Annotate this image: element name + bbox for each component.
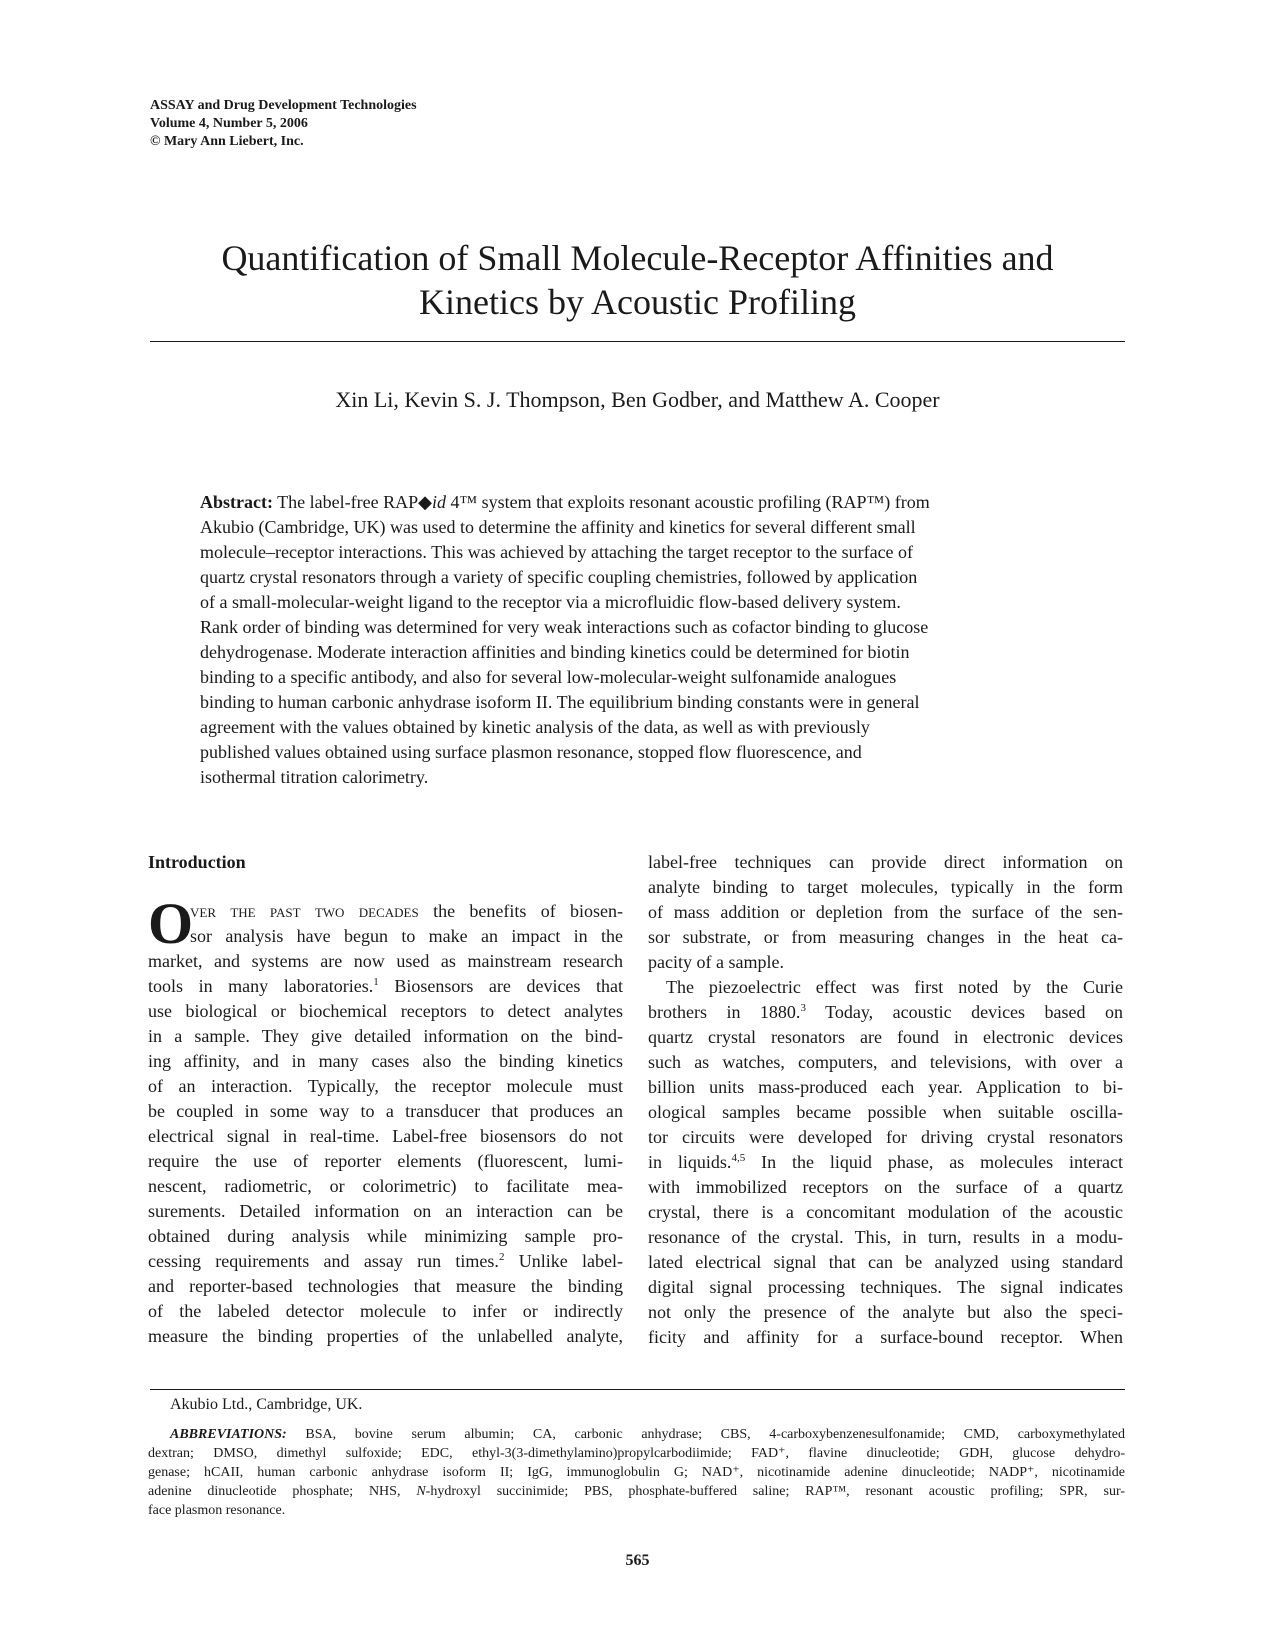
paper-title xyxy=(150,236,1125,324)
citation-ref: 4,5 xyxy=(731,1152,746,1164)
abstract-line: isothermal titration calorimetry. xyxy=(200,767,429,787)
body-line: of the labeled detector molecule to infer or indirectly xyxy=(148,1301,623,1321)
abstract-line: Akubio (Cambridge, UK) was used to determine the affinity and kinetics for several different small xyxy=(200,517,916,537)
abbrev-text-italic: N xyxy=(416,1484,426,1499)
abbrev-line: face plasmon resonance. xyxy=(148,1503,286,1518)
abbrev-line: genase; hCAII, human carbonic anhydrase isoform II; IgG, immunoglobulin G; NAD⁺, nicotinamide adenine dinucleotide; NADP⁺, nicotinamide xyxy=(148,1465,1125,1480)
body-line: not only the presence of the analyte but also the speci- xyxy=(648,1302,1123,1322)
body-text: in liquids. xyxy=(648,1152,732,1172)
title-line-1: Quantification of Small Molecule-Receptor Affinities and xyxy=(221,238,1054,278)
abstract-text: The label-free RAP◆ xyxy=(277,492,432,512)
dropcap-letter: O xyxy=(148,891,194,956)
right-column xyxy=(648,850,1123,1350)
body-text: Biosensors are devices that xyxy=(394,976,624,996)
title-line-2: Kinetics by Acoustic Profiling xyxy=(419,282,856,322)
citation-ref: 3 xyxy=(800,1002,806,1014)
body-line: label-free techniques can provide direct information on xyxy=(648,852,1123,872)
abstract-text-italic: id xyxy=(431,492,446,512)
citation-ref: 2 xyxy=(498,1251,505,1263)
abstract-line: of a small-molecular-weight ligand to the receptor via a microfluidic flow-based delivery system. xyxy=(200,592,901,612)
abbrev-line xyxy=(148,1482,1125,1501)
abbrev-line xyxy=(148,1425,1125,1444)
body-line: pacity of a sample. xyxy=(648,952,784,972)
journal-name: ASSAY and Drug Development Technologies xyxy=(150,98,417,113)
abbrev-text: BSA, bovine serum albumin; CA, carbonic anhydrase; CBS, 4-carboxybenzenesulfonamide; CMD, carboxymethylated xyxy=(305,1427,1125,1442)
body-line: obtained during analysis while minimizing sample pro- xyxy=(148,1226,623,1246)
body-text: Today, acoustic devices based on xyxy=(825,1002,1123,1022)
abbreviations-footnote xyxy=(148,1425,1125,1520)
dropcap-paragraph-start xyxy=(148,891,623,956)
abstract-line: dehydrogenase. Moderate interaction affinities and binding kinetics could be determined for biotin xyxy=(200,642,910,662)
page-number: 565 xyxy=(625,1552,650,1569)
body-line: require the use of reporter elements (fluorescent, lumi- xyxy=(148,1151,623,1171)
journal-volume: Volume 4, Number 5, 2006 xyxy=(150,116,308,131)
body-text: Unlike label- xyxy=(518,1251,624,1271)
body-text: brothers in 1880. xyxy=(648,1002,801,1022)
body-line: use biological or biochemical receptors to detect analytes xyxy=(148,1001,623,1021)
abbrev-label: ABBREVIATIONS: xyxy=(170,1427,287,1442)
abbrev-line: dextran; DMSO, dimethyl sulfoxide; EDC, ethyl-3(3-dimethylamino)propylcarbodiimide; FAD⁺, flavine dinucleotide; GDH, glucose dehydro- xyxy=(148,1446,1125,1461)
journal-header xyxy=(150,97,417,151)
abbrev-text: adenine dinucleotide phosphate; NHS, xyxy=(148,1484,401,1499)
body-line: in a sample. They give detailed information on the bind- xyxy=(148,1026,623,1046)
lead-rest: the benefits of biosen- xyxy=(433,901,623,921)
abstract-text: 4™ system that exploits resonant acoustic profiling (RAP™) from xyxy=(450,492,930,512)
body-line xyxy=(648,1150,1123,1175)
abstract-line xyxy=(200,490,1080,515)
body-line: analyte binding to target molecules, typically in the form xyxy=(648,877,1123,897)
body-line: surements. Detailed information on an interaction can be xyxy=(148,1201,623,1221)
body-line: and reporter-based technologies that measure the binding xyxy=(148,1276,623,1296)
body-line: measure the binding properties of the unlabelled analyte, xyxy=(148,1326,623,1346)
body-line: sor analysis have begun to make an impact in the xyxy=(190,926,623,946)
body-line: quartz crystal resonators are found in electronic devices xyxy=(648,1027,1123,1047)
body-line: such as watches, computers, and televisions, with over a xyxy=(648,1052,1123,1072)
abstract-line: binding to a specific antibody, and also for several low-molecular-weight sulfonamide analogues xyxy=(200,667,897,687)
body-line: The piezoelectric effect was first noted by the Curie xyxy=(666,977,1123,997)
footnote-rule xyxy=(150,1389,1125,1390)
title-rule xyxy=(150,341,1125,342)
journal-copyright: © Mary Ann Liebert, Inc. xyxy=(150,134,304,149)
body-line: billion units mass-produced each year. Application to bi- xyxy=(648,1077,1123,1097)
body-line: ing affinity, and in many cases also the binding kinetics xyxy=(148,1051,623,1071)
affiliation: Akubio Ltd., Cambridge, UK. xyxy=(170,1396,363,1413)
author-list: Xin Li, Kevin S. J. Thompson, Ben Godber, and Matthew A. Cooper xyxy=(335,387,940,412)
abstract xyxy=(200,490,1080,790)
left-column xyxy=(148,891,624,1349)
body-line: be coupled in some way to a transducer that produces an xyxy=(148,1101,623,1121)
body-text: tools in many laboratories. xyxy=(148,976,374,996)
body-text: In the liquid phase, as molecules interact xyxy=(761,1152,1124,1172)
abstract-line: Rank order of binding was determined for very weak interactions such as cofactor binding to glucose xyxy=(200,617,929,637)
body-line: resonance of the crystal. This, in turn, results in a modu- xyxy=(648,1227,1123,1247)
body-line: of an interaction. Typically, the receptor molecule must xyxy=(148,1076,623,1096)
body-line: ficity and affinity for a surface-bound receptor. When xyxy=(648,1327,1123,1347)
abbrev-text: -hydroxyl succinimide; PBS, phosphate-buffered saline; RAP™, resonant acoustic profiling; SPR, sur- xyxy=(425,1484,1125,1499)
body-line: lated electrical signal that can be analyzed using standard xyxy=(648,1252,1123,1272)
body-line: with immobilized receptors on the surface of a quartz xyxy=(648,1177,1123,1197)
body-text: cessing requirements and assay run times. xyxy=(148,1251,499,1271)
body-line: digital signal processing techniques. The signal indicates xyxy=(648,1277,1123,1297)
section-heading-introduction: Introduction xyxy=(148,852,246,872)
body-line xyxy=(148,1249,623,1274)
abstract-line: agreement with the values obtained by kinetic analysis of the data, as well as with previously xyxy=(200,717,870,737)
body-line xyxy=(148,974,623,999)
abstract-label: Abstract: xyxy=(200,492,273,512)
abstract-line: published values obtained using surface plasmon resonance, stopped flow fluorescence, and xyxy=(200,742,862,762)
body-line: sor substrate, or from measuring changes in the heat ca- xyxy=(648,927,1123,947)
body-line: electrical signal in real-time. Label-free biosensors do not xyxy=(148,1126,623,1146)
body-line: nescent, radiometric, or colorimetric) to facilitate mea- xyxy=(148,1176,623,1196)
body-line: crystal, there is a concomitant modulation of the acoustic xyxy=(648,1202,1123,1222)
abstract-line: molecule–receptor interactions. This was achieved by attaching the target receptor to the surface of xyxy=(200,542,914,562)
body-line xyxy=(148,899,623,924)
abstract-line: binding to human carbonic anhydrase isoform II. The equilibrium binding constants were in general xyxy=(200,692,920,712)
citation-ref: 1 xyxy=(373,976,379,988)
lead-smallcaps: ver the past two decades xyxy=(190,901,419,921)
body-line: of mass addition or depletion from the surface of the sen- xyxy=(648,902,1123,922)
body-line: market, and systems are now used as mainstream research xyxy=(148,951,623,971)
body-line xyxy=(648,1000,1123,1025)
body-line: tor circuits were developed for driving crystal resonators xyxy=(648,1127,1123,1147)
body-line: ological samples became possible when suitable oscilla- xyxy=(648,1102,1123,1122)
abstract-line: quartz crystal resonators through a variety of specific coupling chemistries, followed by application xyxy=(200,567,918,587)
